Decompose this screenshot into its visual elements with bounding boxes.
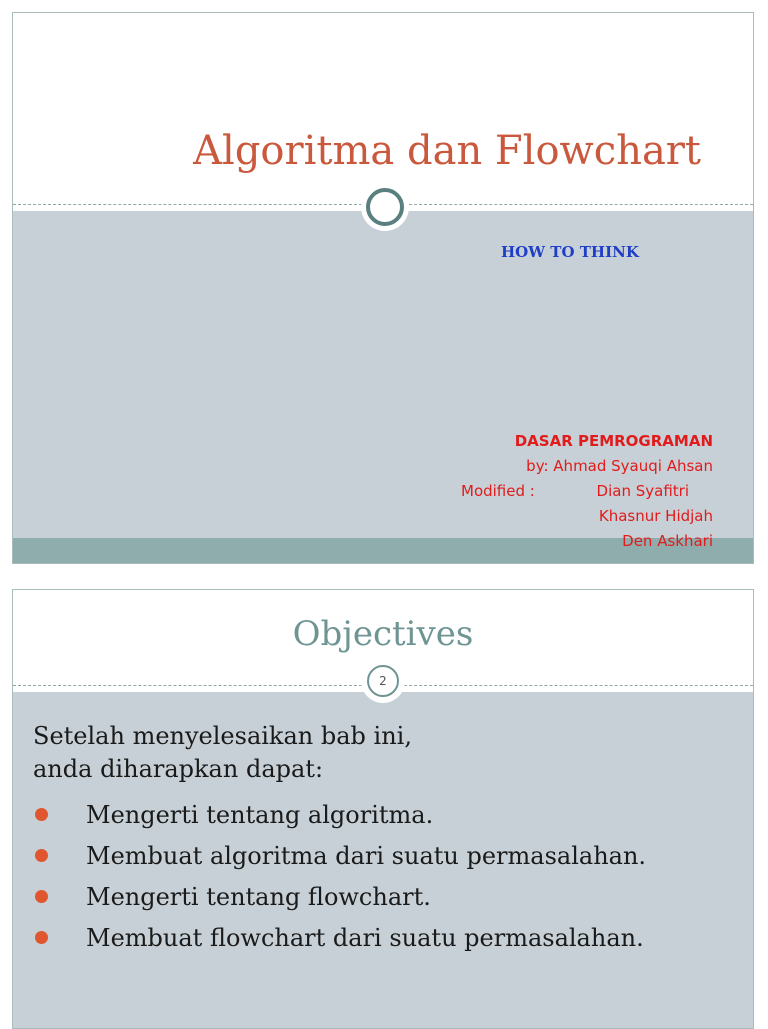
list-item [33,795,646,836]
modifier-name: Den Askhari [622,532,713,550]
bullet-dot-icon [35,849,48,862]
course-name: DASAR PEMROGRAMAN [514,432,713,450]
modifier-name: Khasnur Hidjah [598,507,713,525]
circle-ornament-icon [366,188,404,226]
author-line: by: Ahmad Syauqi Ahsan [526,457,713,475]
modified-row [393,479,713,504]
slide-title: Objectives [292,614,474,654]
slide-title: Algoritma dan Flowchart [193,128,701,174]
list-item-text: Mengerti tentang flowchart. [86,883,431,911]
objectives-list [33,795,646,959]
bullet-dot-icon [35,890,48,903]
list-item-text: Membuat flowchart dari suatu permasalahan. [86,924,644,952]
intro-text [33,720,412,786]
modifier-name: Dian Syafitri [596,482,689,500]
list-item [33,877,646,918]
slide-number: 2 [367,665,399,697]
intro-line: anda diharapkan dapat: [33,755,324,783]
modified-label: Modified : [461,482,535,500]
title-slide [12,12,754,564]
slide-subtitle: HOW TO THINK [501,243,639,261]
credits-block [393,429,713,554]
objectives-slide [12,589,754,1029]
list-item [33,836,646,877]
bullet-dot-icon [35,808,48,821]
bullet-dot-icon [35,931,48,944]
list-item [33,918,646,959]
intro-line: Setelah menyelesaikan bab ini, [33,722,412,750]
list-item-text: Mengerti tentang algoritma. [86,801,434,829]
list-item-text: Membuat algoritma dari suatu permasalahan. [86,842,647,870]
